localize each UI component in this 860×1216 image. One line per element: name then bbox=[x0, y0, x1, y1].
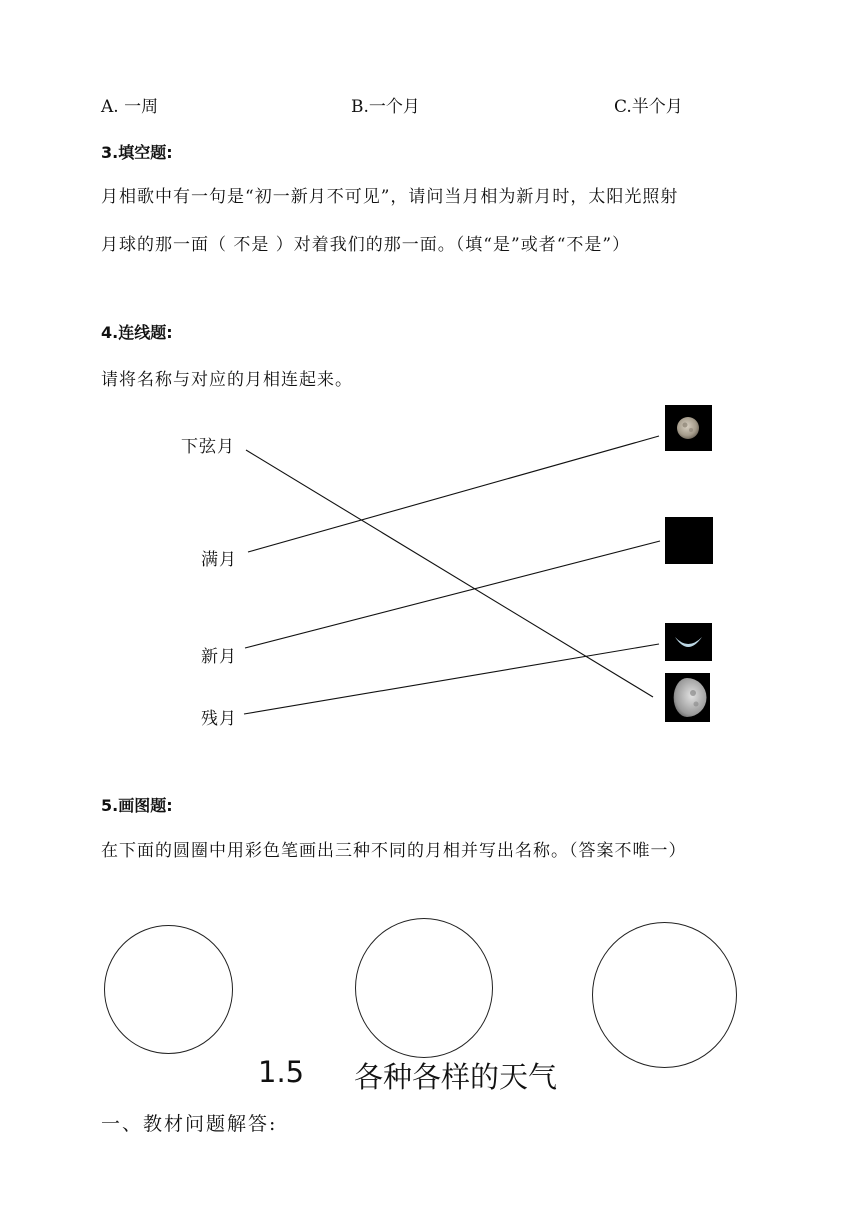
match-line-waning-quarter bbox=[246, 450, 653, 697]
section-number: 1.5 bbox=[258, 1055, 305, 1089]
gibbous-moon-icon bbox=[665, 673, 710, 722]
option-b: B.一个月 bbox=[351, 97, 420, 117]
section-title: 各种各样的天气 bbox=[354, 1060, 558, 1094]
drawing-circle-2[interactable] bbox=[355, 918, 493, 1058]
drawing-circle-3[interactable] bbox=[592, 922, 737, 1068]
crescent-moon-photo bbox=[665, 517, 713, 564]
match-line-full-moon bbox=[248, 436, 659, 552]
thin-crescent-photo bbox=[665, 623, 712, 661]
name-old-moon: 残月 bbox=[201, 709, 237, 729]
question-3-line-2: 月球的那一面（ 不是 ）对着我们的那一面。（填“是”或者“不是”） bbox=[101, 235, 631, 255]
question-3-heading: 3.填空题: bbox=[101, 143, 173, 162]
name-full-moon: 满月 bbox=[201, 550, 237, 570]
question-4-instruction: 请将名称与对应的月相连起来。 bbox=[101, 370, 353, 390]
full-moon-icon bbox=[665, 405, 712, 451]
match-line-old-moon bbox=[244, 644, 659, 714]
question-5-heading: 5.画图题: bbox=[101, 796, 173, 815]
question-3-line-1: 月相歌中有一句是“初一新月不可见”，请问当月相为新月时，太阳光照射 bbox=[101, 187, 679, 207]
gibbous-moon-photo bbox=[665, 673, 710, 722]
drawing-circle-1[interactable] bbox=[104, 925, 233, 1054]
option-c: C.半个月 bbox=[614, 97, 683, 117]
full-moon-photo bbox=[665, 405, 712, 451]
thin-crescent-icon bbox=[665, 623, 712, 661]
name-waning-quarter: 下弦月 bbox=[181, 437, 235, 457]
question-5-instruction: 在下面的圆圈中用彩色笔画出三种不同的月相并写出名称。（答案不唯一） bbox=[101, 841, 687, 861]
question-4-heading: 4.连线题: bbox=[101, 323, 173, 342]
subheading: 一、教材问题解答: bbox=[101, 1113, 278, 1135]
option-a: A. 一周 bbox=[101, 97, 159, 117]
name-new-moon: 新月 bbox=[201, 647, 237, 667]
match-line-new-moon bbox=[245, 541, 660, 648]
crescent-moon-icon bbox=[665, 517, 713, 564]
